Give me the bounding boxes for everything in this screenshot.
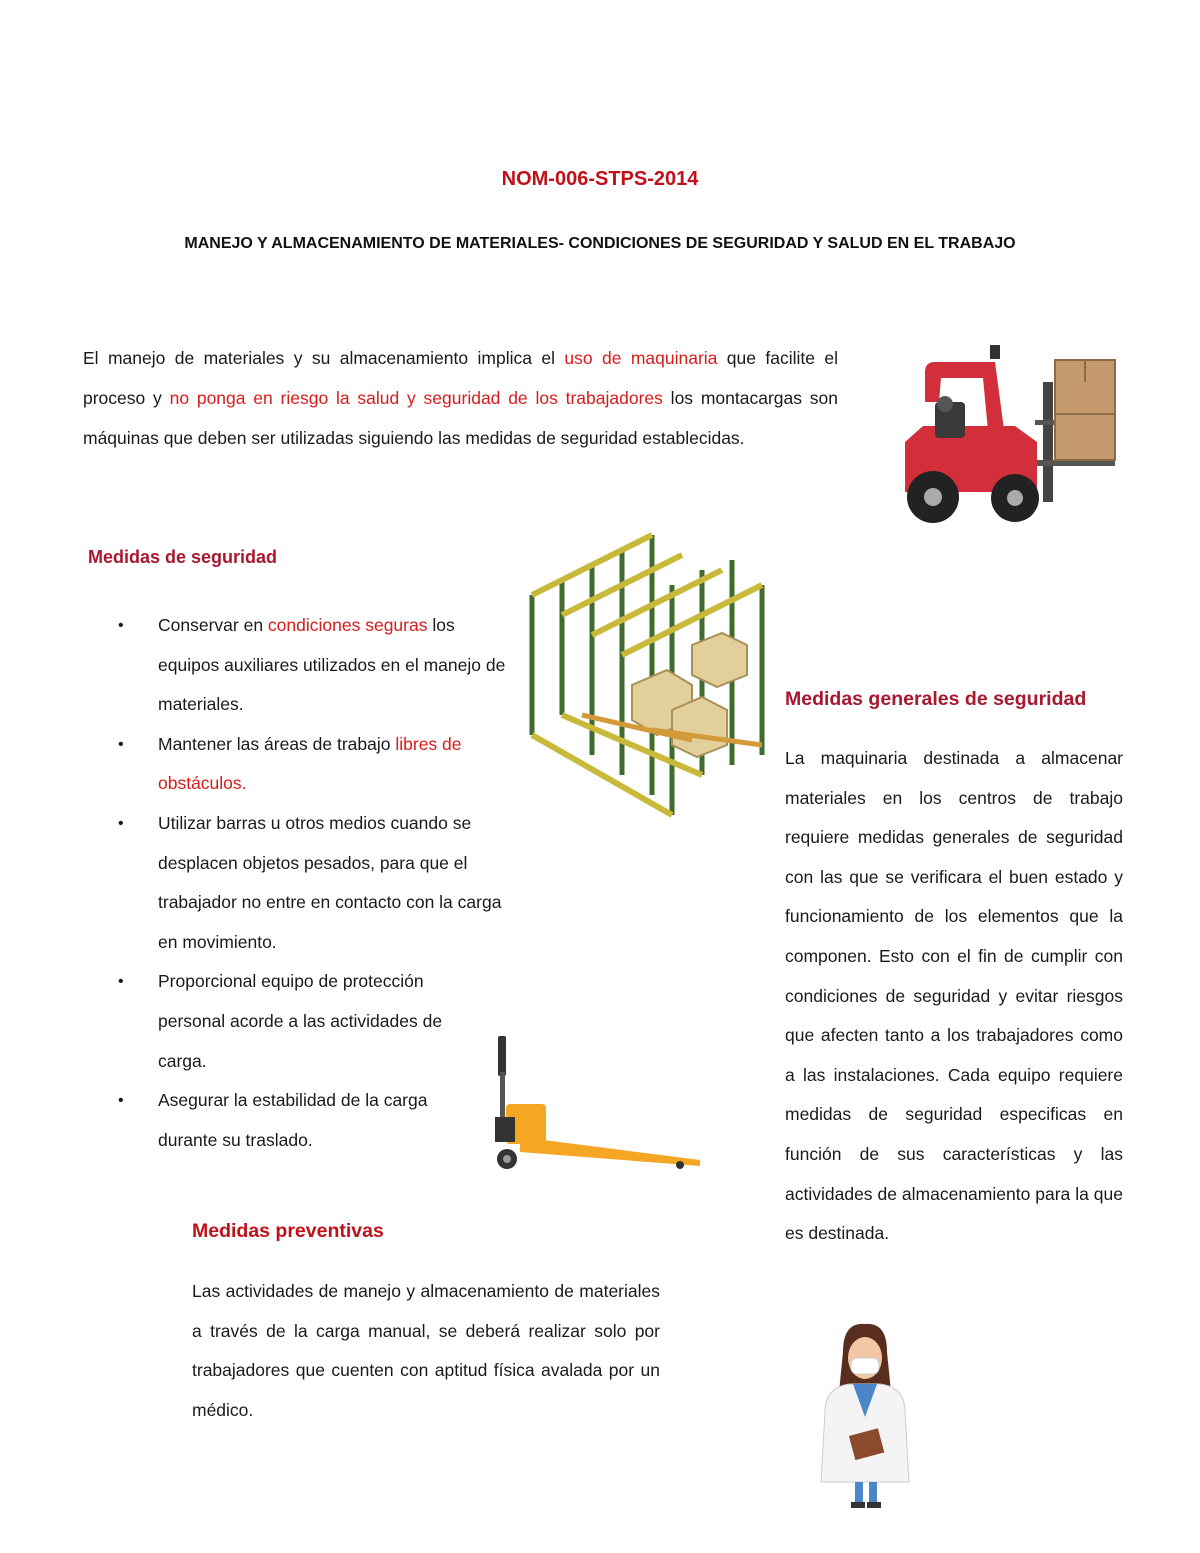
list-item	[118, 1081, 468, 1160]
bullet-text: Proporcional equipo de protección personal acorde a las actividades de carga.	[158, 971, 443, 1071]
bullet-icon: •	[118, 735, 124, 753]
bullet-highlight: libres de obstáculos.	[158, 733, 462, 794]
pallet-jack-illustration	[490, 1032, 705, 1174]
intro-paragraph	[83, 338, 838, 458]
bullet-icon: •	[118, 814, 124, 832]
bullet-icon: •	[118, 973, 124, 991]
bullet-text: Utilizar barras u otros medios cuando se desplacen objetos pesados, para que el trabajador no entre en contacto con la carga en movimiento.	[158, 812, 502, 952]
document-subtitle: MANEJO Y ALMACENAMIENTO DE MATERIALES- CONDICIONES DE SEGURIDAD Y SALUD EN EL TRABAJO	[184, 235, 1016, 252]
list-item	[118, 725, 518, 804]
forklift-illustration	[895, 342, 1125, 526]
document-title: NOM-006-STPS-2014	[501, 168, 699, 190]
bullet-highlight: condiciones seguras	[267, 615, 428, 635]
general-heading: Medidas generales de seguridad	[785, 688, 1087, 710]
doctor-illustration	[815, 1322, 915, 1512]
bullet-text: Asegurar la estabilidad de la carga durante su traslado.	[158, 1090, 428, 1150]
list-item	[118, 962, 478, 1081]
list-item	[118, 804, 518, 962]
preventive-paragraph: Las actividades de manejo y almacenamiento de materiales a través de la carga manual, se deberá realizar solo por trabajadores que cuenten con aptitud física avalada por un médico.	[192, 1281, 660, 1420]
bullet-icon: •	[118, 1092, 124, 1110]
intro-text-1: El manejo de materiales y su almacenamiento implica el	[83, 348, 565, 368]
bullet-text: Mantener las áreas de trabajo	[158, 733, 396, 754]
intro-text-2: que facilite el proceso y	[83, 348, 839, 408]
intro-highlight-machinery: uso de maquinaria	[564, 348, 718, 368]
bullet-text: los equipos auxiliares utilizados en el manejo de materiales.	[158, 615, 506, 715]
bullet-icon: •	[118, 617, 124, 634]
intro-highlight-risk: no ponga en riesgo la salud y seguridad de los trabajadores	[169, 388, 663, 408]
safety-heading: Medidas de seguridad	[88, 547, 278, 567]
safety-list	[118, 606, 518, 1160]
preventive-heading: Medidas preventivas	[192, 1220, 384, 1242]
intro-text-3: los montacargas son máquinas que deben ser utilizadas siguiendo las medidas de seguridad establecidas.	[83, 388, 838, 448]
bullet-text: Conservar en	[158, 615, 268, 635]
pallet-rack-illustration	[522, 525, 777, 835]
general-paragraph: La maquinaria destinada a almacenar materiales en los centros de trabajo requiere medidas generales de seguridad con las que se verificara el buen estado y funcionamiento de los elementos que la componen. Esto con el fin de cumplir con condiciones de seguridad y evitar riesgos que afecten tanto a los trabajadores como a las instalaciones. Cada equipo requiere medidas de seguridad especificas en función de sus características y las actividades de almacenamiento para la que es destinada.	[785, 748, 1123, 1244]
list-item	[118, 606, 518, 725]
